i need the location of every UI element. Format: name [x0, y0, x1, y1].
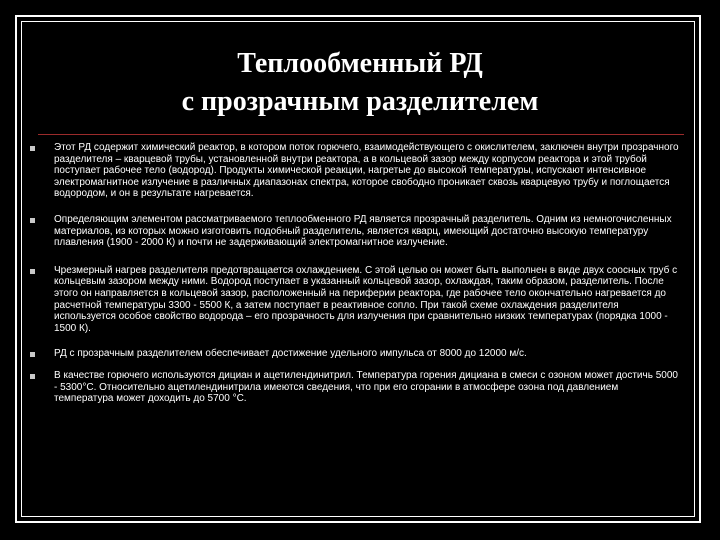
bullet-item-separator-material	[30, 214, 680, 249]
bullet-list	[30, 142, 680, 415]
square-bullet-icon	[30, 352, 35, 357]
bullet-text: РД с прозрачным разделителем обеспечивает достижение удельного импульса от 8000 до 12000 м/с.	[54, 348, 527, 360]
square-bullet-icon	[30, 269, 35, 274]
square-bullet-icon	[30, 374, 35, 379]
bullet-item-cooling	[30, 265, 680, 335]
slide-title-line-1: Теплообменный РД	[237, 48, 483, 79]
slide-title	[60, 45, 660, 121]
slide-title-line-2: с прозрачным разделителем	[181, 86, 539, 117]
bullet-text: Определяющим элементом рассматриваемого теплообменного РД является прозрачный разделитель. Одним из немногочисленных материалов, из которых можно изготовить подобный разделитель, является кварц, имеющий достаточно высокую температуру плавления (1900 - 2000 К) и почти не задерживающий электромагнитное излучение.	[54, 213, 672, 249]
square-bullet-icon	[30, 218, 35, 223]
bullet-text: В качестве горючего используются дициан и ацетилендинитрил. Температура горения дициана в смеси с озоном может достичь 5000 - 5300°С. Относительно ацетилендинитрила имеются сведения, что при его сгорании в атмосфере озона под давлением температура может доходить до 5700 °С.	[54, 369, 678, 405]
bullet-text: Этот РД содержит химический реактор, в котором поток горючего, взаимодействующего с окислителем, заключен внутри прозрачного разделителя – кварцевой трубы, установленной внутри реактора, а в кольцевой зазор между корпусом реактора и этой трубой поступает рабочее тело (водород). Продукты химической реакции, нагретые до высокой температуры, испускают интенсивное электромагнитное излучение в различных диапазонах спектра, которое свободно проникает сквозь кварцевую трубу и поглощается водородом, и он в результате нагревается.	[54, 142, 679, 200]
bullet-item-reactor-description	[30, 142, 680, 200]
square-bullet-icon	[30, 146, 35, 151]
title-divider	[38, 134, 684, 135]
bullet-item-specific-impulse	[30, 348, 680, 360]
bullet-text: Чрезмерный нагрев разделителя предотвращается охлаждением. С этой целью он может быть выполнен в виде двух соосных труб с кольцевым зазором между ними. Водород поступает в указанный кольцевой зазор, охлаждая, таким образом, разделитель. После этого он направляется в кольцевой зазор, расположенный на периферии реактора, где рабочее тело окончательно нагревается до расчетной температуры 3300 - 5500 К, а затем поступает в реактивное сопло. При такой схеме охлаждения разделителя используется особое свойство водорода – его прозрачность для излучения при сравнительно низких температурах (порядка 1000 - 1500 К).	[54, 264, 678, 334]
bullet-item-fuel	[30, 370, 680, 405]
